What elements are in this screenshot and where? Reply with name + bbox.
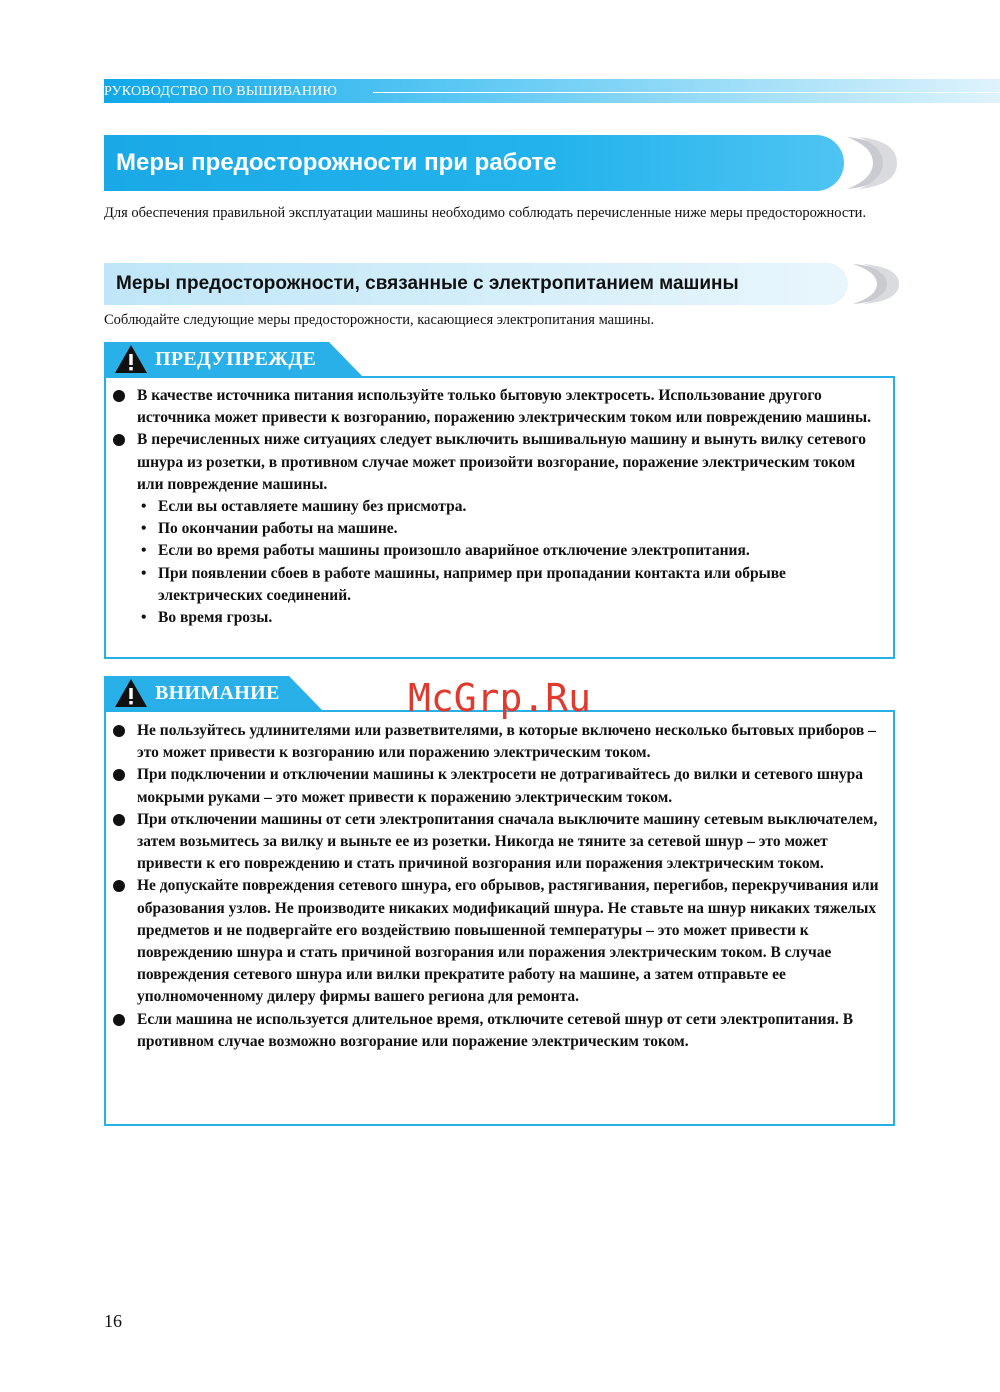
- page-number: 16: [104, 1311, 122, 1331]
- subsection-title: Меры предосторожности, связанные с электропитанием машины: [116, 273, 739, 294]
- sub-list-item: • Если вы оставляете машину без присмотра.: [137, 496, 880, 518]
- list-item-text: В перечисленных ниже ситуациях следует выключить вышивальную машину и вынуть вилку сетевого шнура из розетки, в противном случае может произойти возгорание, поражение электрическим током или повреждение машины.: [137, 431, 866, 493]
- list-item: Если машина не используется длительное время, отключите сетевой шнур от сети электропитания. В противном случае возможно возгорание или поражение электрическим током.: [110, 1009, 885, 1053]
- list-item: При подключении и отключении машины к электросети не дотрагивайтесь до вилки и сетевого шнура мокрыми руками – это может привести к поражению электрическим током.: [110, 764, 885, 808]
- warning-tag-label: ПРЕДУПРЕЖДЕ: [155, 348, 317, 370]
- list-item: При отключении машины от сети электропитания сначала выключите машину сетевым выключателем, затем возьмитесь за вилку и выньте ее из розетки. Никогда не тяните за сетевой шнур – это может привести к его повреждению и стать причиной возгорания или поражения электрическим током.: [110, 809, 885, 876]
- header-label: РУКОВОДСТВО ПО ВЫШИВАНИЮ: [104, 84, 338, 99]
- watermark: McGrp.Ru: [408, 676, 592, 720]
- section-title: Меры предосторожности при работе: [116, 149, 557, 176]
- header-rule: [373, 92, 1000, 93]
- title-cap-decoration: [839, 135, 897, 191]
- sub-list-item: • Если во время работы машины произошло аварийное отключение электропитания.: [137, 540, 880, 562]
- list-item: [110, 429, 880, 629]
- sub-list-item: • Во время грозы.: [137, 607, 880, 629]
- warning-sublist: [137, 496, 880, 629]
- caution-list: [110, 720, 885, 1053]
- sub-list-item: • По окончании работы на машине.: [137, 518, 880, 540]
- caution-triangle-icon: [114, 678, 148, 708]
- list-item: Не допускайте повреждения сетевого шнура, его обрывов, растягивания, перегибов, перекручивания или образования узлов. Не производите никаких модификаций шнура. Не ставьте на шнур никаких тяжелых предметов и не подвергайте его воздействию повышенной температуры – это может привести к повреждению шнура и стать причиной возгорания или поражения электрическим током. В случае повреждения сетевого шнура или вилки прекратите работу на машине, а затем отправьте ее уполномоченному дилеру фирмы вашего региона для ремонта.: [110, 875, 885, 1008]
- caution-tag-label: ВНИМАНИЕ: [155, 682, 280, 704]
- subsection-cap-decoration: [849, 263, 899, 305]
- list-item: В качестве источника питания используйте только бытовую электросеть. Использование другого источника может привести к возгоранию, поражению электрическим током или повреждению машины.: [110, 385, 880, 429]
- sub-list-item: • При появлении сбоев в работе машины, например при пропадании контакта или обрыве электрических соединений.: [137, 563, 880, 607]
- section-intro: Для обеспечения правильной эксплуатации машины необходимо соблюдать перечисленные ниже меры предосторожности.: [104, 205, 867, 221]
- list-item: Не пользуйтесь удлинителями или разветвителями, в которые включено несколько бытовых приборов – это может привести к возгоранию или поражению электрическим током.: [110, 720, 885, 764]
- warning-list: [110, 385, 880, 629]
- subsection-intro: Соблюдайте следующие меры предосторожности, касающиеся электропитания машины.: [104, 312, 655, 328]
- warning-triangle-icon: [114, 344, 148, 374]
